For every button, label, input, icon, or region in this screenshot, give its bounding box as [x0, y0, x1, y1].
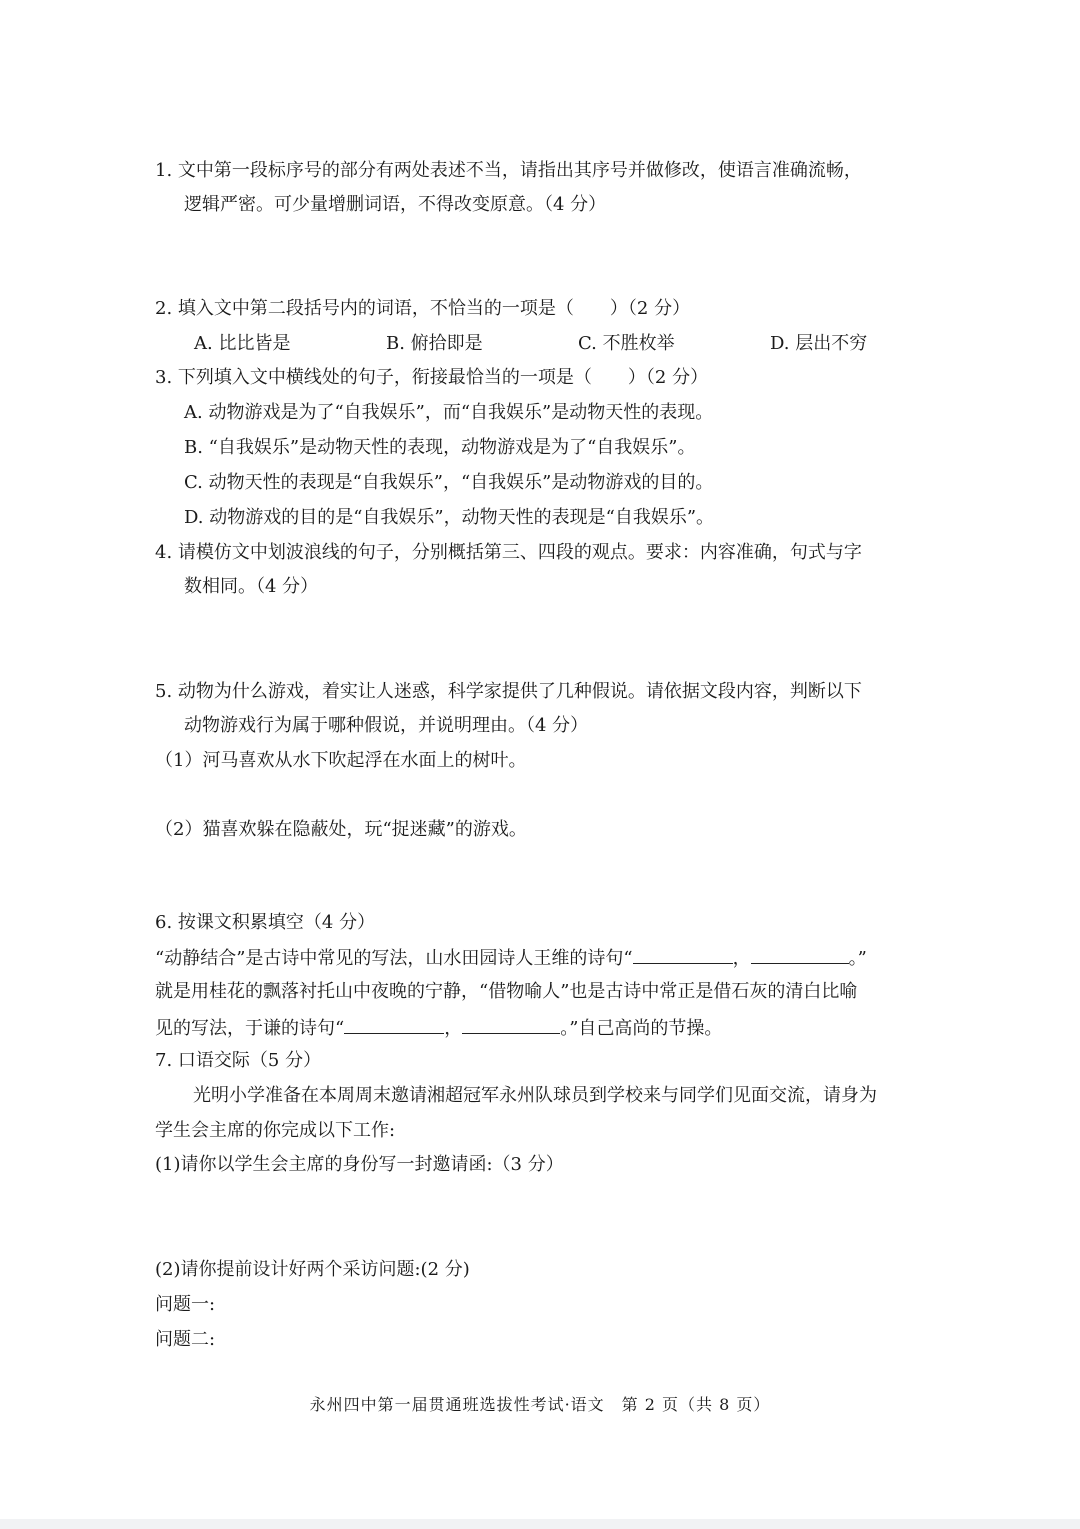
q3-option-d: D. 动物游戏的目的是“自我娱乐”，动物天性的表现是“自我娱乐”。	[184, 507, 715, 528]
q3-stem: 3. 下列填入文中横线处的句子，衔接最恰当的一项是（ ）（2 分）	[155, 367, 709, 388]
q6-title: 6. 按课文积累填空（4 分）	[155, 912, 376, 933]
q3-option-c: C. 动物天性的表现是“自我娱乐”，“自我娱乐”是动物游戏的目的。	[184, 472, 714, 493]
q7-question-1: 问题一:	[155, 1294, 216, 1315]
q7-question-2: 问题二:	[155, 1329, 216, 1350]
q7-sub2: (2)请你提前设计好两个采访问题:(2 分)	[155, 1259, 470, 1280]
q6-line1-end: 。”	[848, 948, 867, 969]
q1-line1: 1. 文中第一段标序号的部分有两处表述不当，请指出其序号并做修改，使语言准确流畅，	[155, 160, 862, 181]
q6-line3-end: 。”自己高尚的节操。	[560, 1018, 723, 1039]
q6-line2: 就是用桂花的飘落衬托山中夜晚的宁静，“借物喻人”也是古诗中常正是借石灰的清白比喻	[155, 981, 858, 1002]
q6-line1-text: “动静结合”是古诗中常见的写法，山水田园诗人王维的诗句“	[155, 948, 633, 969]
q6-sep-2: ，	[444, 1018, 463, 1039]
q6-line3	[155, 1015, 722, 1041]
q5-sub1: （1）河马喜欢从水下吹起浮在水面上的树叶。	[155, 750, 527, 771]
q7-para-line1: 光明小学准备在本周周末邀请湘超冠军永州队球员到学校来与同学们见面交流，请身为	[193, 1085, 877, 1106]
q2-stem: 2. 填入文中第二段括号内的词语，不恰当的一项是（ ）（2 分）	[155, 298, 691, 319]
q6-line3-text: 见的写法，于谦的诗句“	[155, 1018, 345, 1039]
q5-line2: 动物游戏行为属于哪种假说，并说明理由。（4 分）	[184, 715, 589, 736]
q3-option-b: B. “自我娱乐”是动物天性的表现，动物游戏是为了“自我娱乐”。	[184, 437, 696, 458]
q2-option-a: A. 比比皆是	[194, 333, 291, 354]
q7-title: 7. 口语交际（5 分）	[155, 1050, 322, 1071]
page-footer: 永州四中第一届贯通班选拔性考试·语文 第 2 页（共 8 页）	[309, 1395, 771, 1414]
q4-line1: 4. 请模仿文中划波浪线的句子，分别概括第三、四段的观点。要求：内容准确，句式与字	[155, 542, 862, 563]
q6-sep-1: ，	[732, 948, 751, 969]
q5-line1: 5. 动物为什么游戏，着实让人迷惑，科学家提供了几种假说。请依据文段内容，判断以下	[155, 681, 862, 702]
q7-sub1: (1)请你以学生会主席的身份写一封邀请函:（3 分）	[155, 1154, 564, 1175]
q6-blank-3[interactable]	[344, 1015, 444, 1034]
q2-option-b: B. 俯拾即是	[386, 333, 483, 354]
q7-para-line2: 学生会主席的你完成以下工作:	[155, 1120, 396, 1141]
q2-option-d: D. 层出不穷	[770, 333, 868, 354]
q4-line2: 数相同。（4 分）	[184, 576, 319, 597]
q6-line1	[155, 945, 867, 971]
q2-option-c: C. 不胜枚举	[578, 333, 675, 354]
q3-option-a: A. 动物游戏是为了“自我娱乐”，而“自我娱乐”是动物天性的表现。	[184, 402, 714, 423]
q6-blank-1[interactable]	[633, 945, 733, 964]
q6-blank-4[interactable]	[462, 1015, 560, 1034]
q1-line2: 逻辑严密。可少量增删词语，不得改变原意。（4 分）	[184, 194, 607, 215]
bottom-edge	[0, 1519, 1080, 1529]
q5-sub2: （2）猫喜欢躲在隐蔽处，玩“捉迷藏”的游戏。	[155, 819, 527, 840]
q6-blank-2[interactable]	[751, 945, 849, 964]
